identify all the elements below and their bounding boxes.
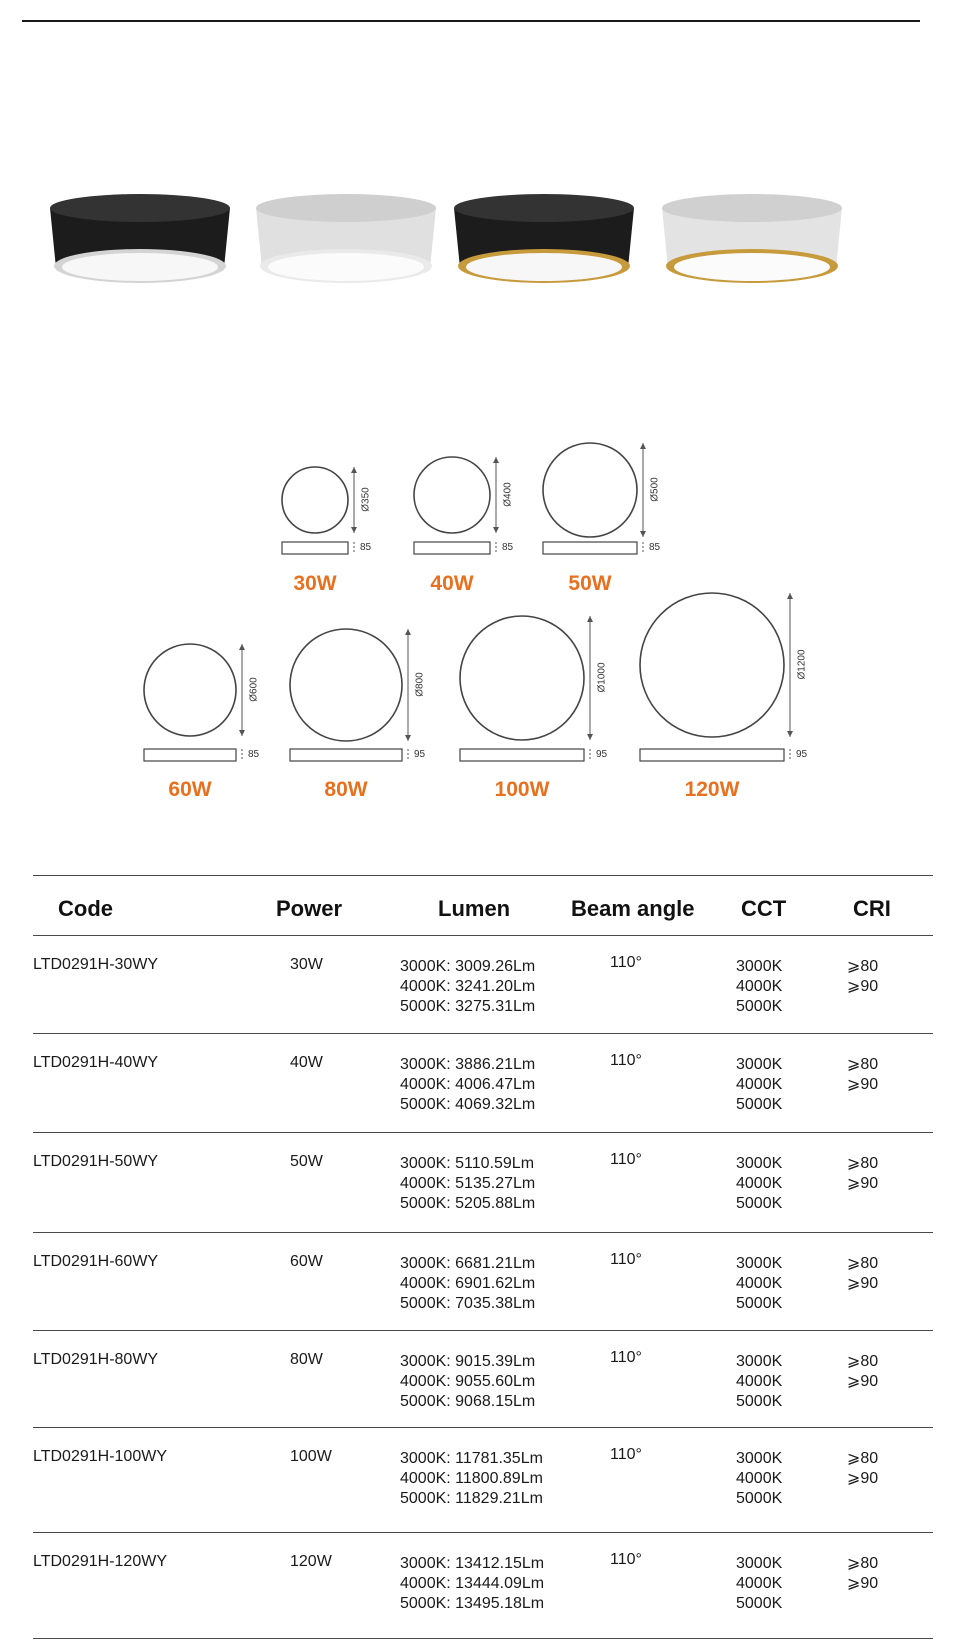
side-view-bar [640,749,784,761]
cell-cct [736,1055,782,1115]
cell-cct-line: 4000K [736,1470,783,1487]
cell-cct-line: 4000K [736,1575,783,1592]
cell-lumen [400,957,535,1017]
cell-lumen-line: 4000K: 6901.62Lm [400,1275,536,1292]
cell-cct-line: 4000K [736,1373,783,1390]
cell-lumen-line: 5000K: 5205.88Lm [400,1195,536,1212]
cell-cct-line: 3000K [736,1353,783,1370]
cell-cct-line: 5000K [736,1490,783,1507]
cell-lumen-line: 5000K: 9068.15Lm [400,1393,536,1410]
cell-cri [847,1254,878,1294]
power-label: 50W [568,572,612,595]
cell-beam: 110° [610,1446,642,1463]
cell-lumen [400,1154,535,1214]
cell-cri [847,1554,878,1594]
cell-power: 40W [290,1054,323,1071]
cell-beam: 110° [610,1052,642,1069]
cell-power: 80W [290,1351,323,1368]
cell-power: 120W [290,1553,332,1570]
cell-cct-line: 5000K [736,1195,783,1212]
cell-lumen-line: 5000K: 3275.31Lm [400,998,536,1015]
cell-cct-line: 4000K [736,978,783,995]
cell-lumen [400,1449,543,1509]
cell-cct [736,1352,782,1412]
height-label: 85 [248,749,260,760]
cell-cri-line: ⩾80 [847,1450,879,1467]
cell-cct [736,1449,782,1509]
header-beam-angle: Beam angle [571,896,695,921]
top-view-circle [640,593,784,737]
cell-lumen-line: 5000K: 7035.38Lm [400,1295,536,1312]
cell-cri-line: ⩾90 [847,1175,879,1192]
cell-cri [847,1352,878,1392]
cell-cri-line: ⩾80 [847,1353,879,1370]
cell-cct-line: 3000K [736,1056,783,1073]
cell-lumen [400,1352,535,1412]
cell-cct-line: 3000K [736,958,783,975]
cell-lumen-line: 5000K: 4069.32Lm [400,1096,536,1113]
diameter-label: Ø400 [502,482,514,507]
cell-cct-line: 4000K [736,1175,783,1192]
diameter-label: Ø1000 [596,662,608,693]
cell-cri-line: ⩾90 [847,1470,879,1487]
dimension-svg-120w [0,0,960,820]
cell-cri-line: ⩾90 [847,1373,879,1390]
cell-lumen-line: 3000K: 3009.26Lm [400,958,536,975]
diameter-label: Ø500 [649,477,661,502]
cell-power: 100W [290,1448,332,1465]
header-power: Power [276,896,343,921]
cell-cri-line: ⩾80 [847,1555,879,1572]
cell-cri-line: ⩾80 [847,1056,879,1073]
cell-cct [736,1154,782,1214]
cell-cct-line: 5000K [736,1595,783,1612]
cell-lumen-line: 3000K: 13412.15Lm [400,1555,545,1572]
cell-lumen-line: 5000K: 13495.18Lm [400,1595,545,1612]
cell-cri [847,1154,878,1194]
cell-beam: 110° [610,1251,642,1268]
cell-cri-line: ⩾90 [847,1076,879,1093]
cell-cct [736,1254,782,1314]
row-rule [33,1330,933,1331]
row-rule [33,1638,933,1639]
row-rule [33,1132,933,1133]
cell-cct-line: 5000K [736,998,783,1015]
cell-cri-line: ⩾90 [847,978,879,995]
cell-lumen-line: 4000K: 4006.47Lm [400,1076,536,1093]
cell-code: LTD0291H-50WY [33,1153,159,1170]
cell-code: LTD0291H-100WY [33,1448,167,1465]
cell-lumen-line: 3000K: 11781.35Lm [400,1450,543,1467]
cell-cct-line: 3000K [736,1155,783,1172]
header-bottom-rule [33,935,933,936]
arrow-head [787,731,793,737]
cell-lumen-line: 3000K: 6681.21Lm [400,1255,536,1272]
row-rule [33,1232,933,1233]
cell-cct-line: 3000K [736,1450,783,1467]
cell-cct-line: 4000K [736,1076,783,1093]
cell-code: LTD0291H-40WY [33,1054,159,1071]
cell-cct-line: 5000K [736,1393,783,1410]
cell-cri-line: ⩾80 [847,1255,879,1272]
cell-lumen-line: 4000K: 3241.20Lm [400,978,536,995]
diameter-label: Ø350 [360,487,372,512]
cell-cri [847,1449,878,1489]
table-top-rule [33,875,933,876]
cell-code: LTD0291H-120WY [33,1553,167,1570]
header-cct: CCT [741,896,787,921]
row-rule [33,1532,933,1533]
cell-cri-line: ⩾80 [847,958,879,975]
diameter-label: Ø800 [414,672,426,697]
cell-power: 30W [290,956,323,973]
cell-code: LTD0291H-80WY [33,1351,159,1368]
cell-power: 60W [290,1253,323,1270]
cell-cct [736,957,782,1017]
cell-cct-line: 3000K [736,1555,783,1572]
row-rule [33,1427,933,1428]
cell-beam: 110° [610,1349,642,1366]
power-label: 30W [293,572,337,595]
height-label: 85 [649,542,661,553]
cell-cri [847,957,878,997]
cell-cri [847,1055,878,1095]
height-label: 85 [502,542,514,553]
cell-lumen-line: 4000K: 13444.09Lm [400,1575,545,1592]
cell-lumen-line: 5000K: 11829.21Lm [400,1490,543,1507]
cell-cri-line: ⩾90 [847,1275,879,1292]
header-lumen: Lumen [438,896,511,921]
power-label: 80W [324,778,368,801]
diameter-label: Ø1200 [796,649,808,680]
height-label: 95 [414,749,426,760]
cell-lumen [400,1254,535,1314]
cell-cri-line: ⩾80 [847,1155,879,1172]
cell-lumen-line: 4000K: 9055.60Lm [400,1373,536,1390]
power-label: 120W [684,778,740,801]
cell-beam: 110° [610,1551,642,1568]
cell-beam: 110° [610,1151,642,1168]
cell-code: LTD0291H-60WY [33,1253,159,1270]
power-label: 60W [168,778,212,801]
cell-cri-line: ⩾90 [847,1575,879,1592]
cell-cct-line: 4000K [736,1275,783,1292]
cell-lumen-line: 3000K: 3886.21Lm [400,1056,536,1073]
cell-beam: 110° [610,954,642,971]
cell-cct-line: 5000K [736,1096,783,1113]
power-label: 40W [430,572,474,595]
cell-code: LTD0291H-30WY [33,956,159,973]
cell-cct [736,1554,782,1614]
height-label: 95 [596,749,608,760]
cell-lumen-line: 3000K: 9015.39Lm [400,1353,536,1370]
power-label: 100W [494,778,550,801]
cell-lumen [400,1055,535,1115]
cell-cct-line: 3000K [736,1255,783,1272]
height-label: 95 [796,749,808,760]
header-cri: CRI [853,896,891,921]
arrow-head [787,593,793,599]
cell-lumen-line: 4000K: 5135.27Lm [400,1175,536,1192]
cell-power: 50W [290,1153,323,1170]
height-label: 85 [360,542,372,553]
cell-cct-line: 5000K [736,1295,783,1312]
diameter-label: Ø600 [248,677,260,702]
cell-lumen-line: 4000K: 11800.89Lm [400,1470,543,1487]
row-rule [33,1033,933,1034]
cell-lumen [400,1554,544,1614]
cell-lumen-line: 3000K: 5110.59Lm [400,1155,535,1172]
header-code: Code [58,896,113,921]
